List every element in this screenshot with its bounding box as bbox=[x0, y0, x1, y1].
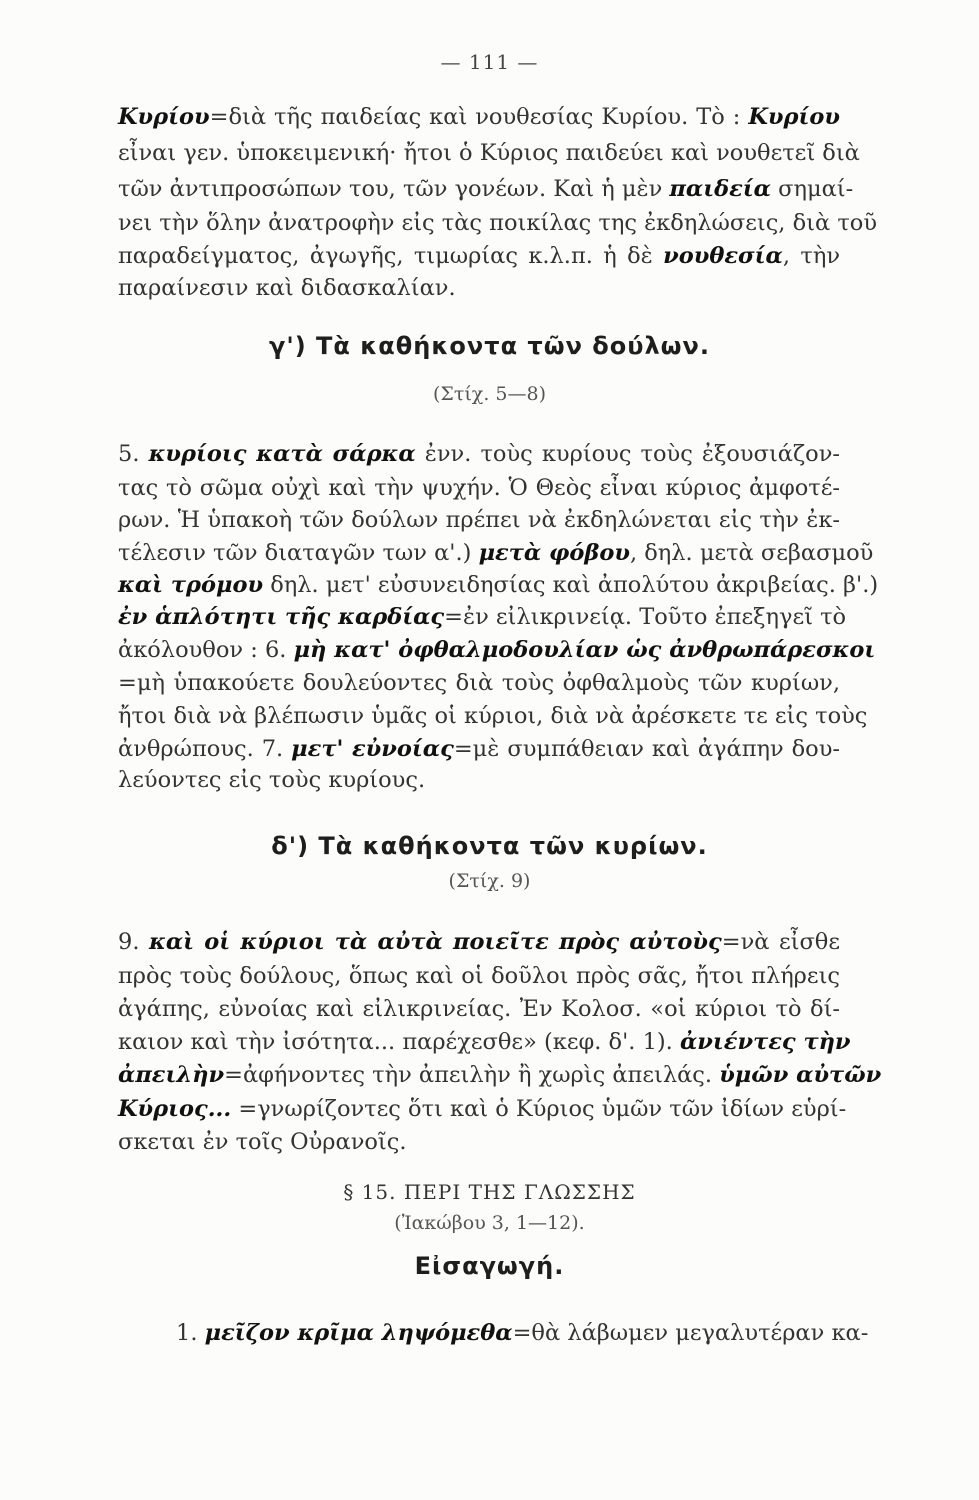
text-line: 5. κυρίοις κατὰ σάρκα ἐνν. τοὺς κυρίους τοὺς ἐξουσιάζον- bbox=[118, 441, 841, 467]
text-line: καὶ τρόμου δηλ. μετ' εὐσυνειδησίας καὶ ἀπολύτου ἀκριβείας. β'.) bbox=[118, 572, 879, 598]
text-line: ἀπειλὴν=ἀφήνοντες τὴν ἀπειλὴν ἢ χωρὶς ἀπειλάς. ὑμῶν αὐτῶν bbox=[118, 1062, 882, 1088]
text-line: παραδείγματος, ἀγωγῆς, τιμωρίας κ.λ.π. ἡ δὲ νουθεσία, τὴν bbox=[118, 243, 840, 269]
text-line: πρὸς τοὺς δούλους, ὅπως καὶ οἱ δοῦλοι πρὸς σᾶς, ἤτοι πλήρεις bbox=[118, 963, 840, 989]
text-line: Κύριος... =γνωρίζοντες ὅτι καὶ ὁ Κύριος ὑμῶν τῶν ἰδίων εὑρί- bbox=[118, 1096, 847, 1122]
chapter-reference: (Ἰακώβου 3, 1—12). bbox=[394, 1212, 585, 1234]
text-line: τῶν ἀντιπροσώπων του, τῶν γονέων. Καὶ ἡ μὲν παιδεία σημαί- bbox=[118, 176, 854, 202]
text-line: ἀγάπης, εὐνοίας καὶ εἰλικρινείας. Ἐν Κολοσ. «οἱ κύριοι τὸ δί- bbox=[118, 996, 840, 1022]
text-line: =μὴ ὑπακούετε δουλεύοντες διὰ τοὺς ὀφθαλμοὺς τῶν κυρίων, bbox=[118, 670, 840, 696]
text-line: 9. καὶ οἱ κύριοι τὰ αὐτὰ ποιεῖτε πρὸς αὐτοὺς=νὰ εἶσθε bbox=[118, 929, 841, 955]
text-line: λεύοντες εἰς τοὺς κυρίους. bbox=[118, 767, 426, 793]
page-number: — 111 — bbox=[440, 50, 539, 74]
text-line: ἐν ἁπλότητι τῆς καρδίας=ἐν εἰλικρινείᾳ. Τοῦτο ἐπεξηγεῖ τὸ bbox=[118, 604, 847, 630]
chapter-title: § 15. ΠΕΡΙ ΤΗΣ ΓΛΩΣΣΗΣ bbox=[343, 1180, 636, 1204]
text-line: ρων. Ἡ ὑπακοὴ τῶν δούλων πρέπει νὰ ἐκδηλώνεται εἰς τὴν ἐκ- bbox=[118, 507, 840, 533]
text-line: νει τὴν ὅλην ἀνατροφὴν εἰς τὰς ποικίλας της ἐκδηλώσεις, διὰ τοῦ bbox=[118, 210, 877, 236]
section-heading: γ') Τὰ καθήκοντα τῶν δούλων. bbox=[269, 332, 710, 360]
text-line: σκεται ἐν τοῖς Οὐρανοῖς. bbox=[118, 1129, 407, 1155]
text-line: Κυρίου=διὰ τῆς παιδείας καὶ νουθεσίας Κυρίου. Τὸ : Κυρίου bbox=[118, 104, 840, 130]
text-line: ἤτοι διὰ νὰ βλέπωσιν ὑμᾶς οἱ κύριοι, διὰ νὰ ἀρέσκετε τε εἰς τοὺς bbox=[118, 703, 868, 729]
introduction-heading: Εἰσαγωγή. bbox=[414, 1252, 565, 1280]
text-line: 1. μεῖζον κρῖμα ληψόμεθα=θὰ λάβωμεν μεγαλυτέραν κα- bbox=[176, 1320, 869, 1346]
verse-reference: (Στίχ. 9) bbox=[448, 870, 531, 892]
text-line: τέλεσιν τῶν διαταγῶν των α'.) μετὰ φόβου, δηλ. μετὰ σεβασμοῦ bbox=[118, 540, 874, 566]
text-line: ἀκόλουθον : 6. μὴ κατ' ὀφθαλμοδουλίαν ὡς ἀνθρωπάρεσκοι bbox=[118, 637, 876, 663]
text-line: ἀνθρώπους. 7. μετ' εὐνοίας=μὲ συμπάθειαν καὶ ἀγάπην δου- bbox=[118, 736, 840, 762]
text-line: εἶναι γεν. ὑποκειμενική· ἤτοι ὁ Κύριος παιδεύει καὶ νουθετεῖ διὰ bbox=[118, 140, 860, 166]
text-line: παραίνεσιν καὶ διδασκαλίαν. bbox=[118, 275, 456, 301]
text-line: τας τὸ σῶμα οὐχὶ καὶ τὴν ψυχήν. Ὁ Θεὸς εἶναι κύριος ἀμφοτέ- bbox=[118, 475, 840, 501]
verse-reference: (Στίχ. 5—8) bbox=[433, 383, 546, 405]
section-heading: δ') Τὰ καθήκοντα τῶν κυρίων. bbox=[271, 832, 708, 860]
text-line: καιον καὶ τὴν ἰσότητα... παρέχεσθε» (κεφ. δ'. 1). ἀνιέντες τὴν bbox=[118, 1029, 851, 1055]
